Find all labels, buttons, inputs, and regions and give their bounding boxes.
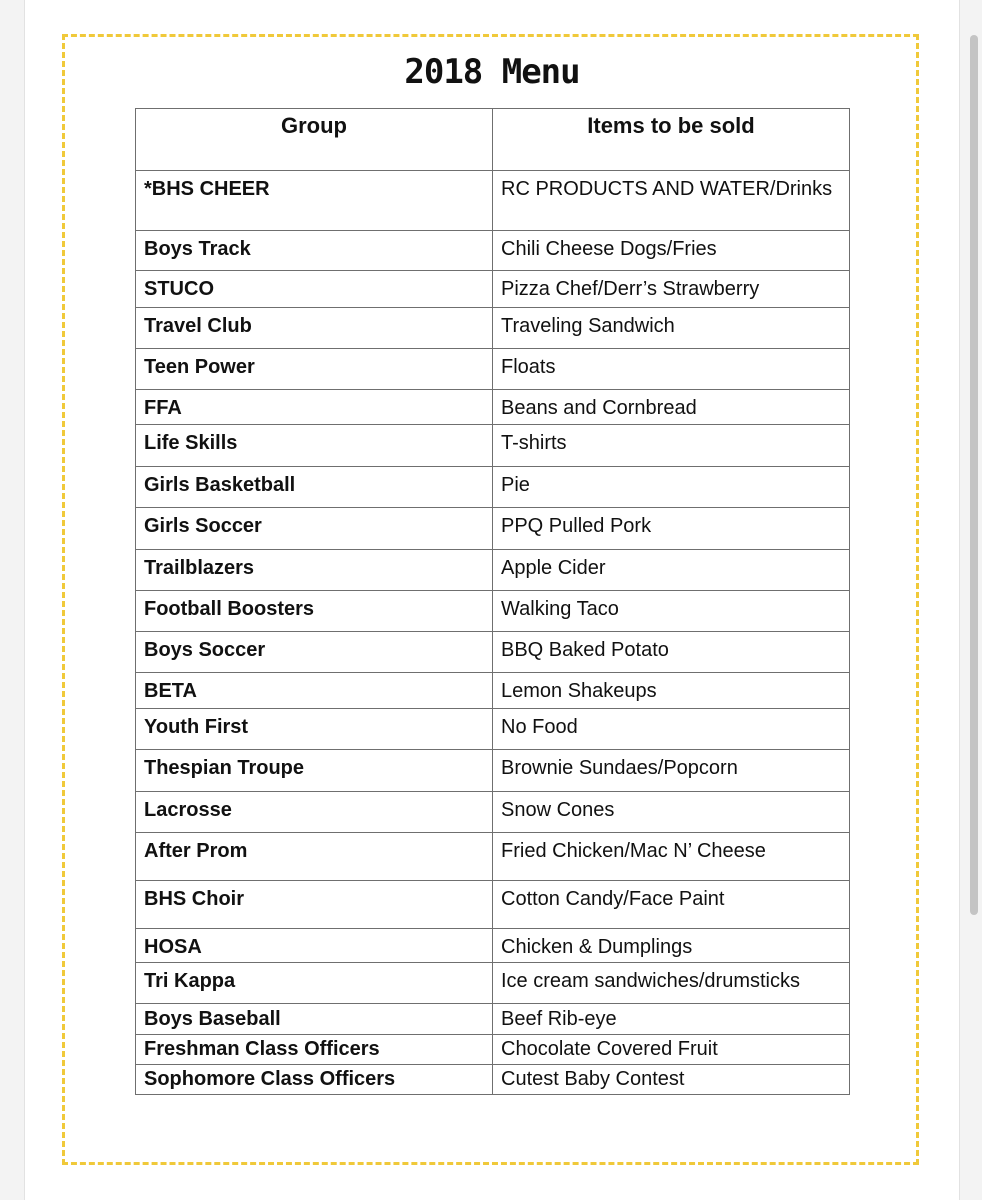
items-cell: Beans and Cornbread [493, 390, 850, 425]
table-header-row [136, 109, 850, 171]
table-row [136, 390, 850, 425]
items-cell: Apple Cider [493, 550, 850, 591]
table-row [136, 467, 850, 508]
group-cell: HOSA [136, 929, 493, 963]
group-cell: BHS Choir [136, 881, 493, 929]
group-cell: Trailblazers [136, 550, 493, 591]
table-row [136, 792, 850, 833]
items-cell: Beef Rib-eye [493, 1004, 850, 1035]
table-row [136, 425, 850, 467]
group-cell: Football Boosters [136, 591, 493, 632]
group-cell: Teen Power [136, 349, 493, 390]
table-row [136, 308, 850, 349]
group-cell: *BHS CHEER [136, 171, 493, 231]
items-cell: Lemon Shakeups [493, 673, 850, 709]
items-cell: RC PRODUCTS AND WATER/Drinks [493, 171, 850, 231]
group-cell: Thespian Troupe [136, 750, 493, 792]
header-group: Group [136, 109, 493, 171]
items-cell: No Food [493, 709, 850, 750]
menu-table [135, 108, 850, 1095]
items-cell: Floats [493, 349, 850, 390]
items-cell: Chili Cheese Dogs/Fries [493, 231, 850, 271]
items-cell: Pie [493, 467, 850, 508]
group-cell: Youth First [136, 709, 493, 750]
group-cell: Freshman Class Officers [136, 1035, 493, 1065]
table-row [136, 550, 850, 591]
items-cell: T-shirts [493, 425, 850, 467]
group-cell: After Prom [136, 833, 493, 881]
items-cell: Traveling Sandwich [493, 308, 850, 349]
group-cell: FFA [136, 390, 493, 425]
table-row [136, 1004, 850, 1035]
group-cell: Sophomore Class Officers [136, 1065, 493, 1095]
items-cell: PPQ Pulled Pork [493, 508, 850, 550]
group-cell: Travel Club [136, 308, 493, 349]
group-cell: STUCO [136, 271, 493, 308]
items-cell: Cotton Candy/Face Paint [493, 881, 850, 929]
table-row [136, 963, 850, 1004]
table-row [136, 833, 850, 881]
header-items: Items to be sold [493, 109, 850, 171]
table-row [136, 508, 850, 550]
table-row [136, 881, 850, 929]
table-row [136, 709, 850, 750]
items-cell: Chicken & Dumplings [493, 929, 850, 963]
page-title: 2018 Menu [404, 52, 580, 92]
group-cell: Boys Track [136, 231, 493, 271]
group-cell: Lacrosse [136, 792, 493, 833]
table-row [136, 1065, 850, 1095]
group-cell: Life Skills [136, 425, 493, 467]
items-cell: Chocolate Covered Fruit [493, 1035, 850, 1065]
items-cell: Pizza Chef/Derr’s Strawberry [493, 271, 850, 308]
items-cell: Ice cream sandwiches/drumsticks [493, 963, 850, 1004]
table-row [136, 591, 850, 632]
table-row [136, 632, 850, 673]
table-row [136, 231, 850, 271]
table-row [136, 171, 850, 231]
table-row [136, 271, 850, 308]
table-row [136, 673, 850, 709]
table-row [136, 349, 850, 390]
group-cell: Tri Kappa [136, 963, 493, 1004]
items-cell: BBQ Baked Potato [493, 632, 850, 673]
group-cell: Boys Baseball [136, 1004, 493, 1035]
table-row [136, 929, 850, 963]
table-row [136, 750, 850, 792]
items-cell: Fried Chicken/Mac N’ Cheese [493, 833, 850, 881]
table-row [136, 1035, 850, 1065]
group-cell: Girls Basketball [136, 467, 493, 508]
group-cell: Boys Soccer [136, 632, 493, 673]
items-cell: Cutest Baby Contest [493, 1065, 850, 1095]
items-cell: Snow Cones [493, 792, 850, 833]
group-cell: Girls Soccer [136, 508, 493, 550]
items-cell: Brownie Sundaes/Popcorn [493, 750, 850, 792]
items-cell: Walking Taco [493, 591, 850, 632]
group-cell: BETA [136, 673, 493, 709]
document-page [24, 0, 960, 1200]
scrollbar-thumb[interactable] [970, 35, 978, 915]
vertical-scrollbar[interactable] [970, 30, 978, 1180]
